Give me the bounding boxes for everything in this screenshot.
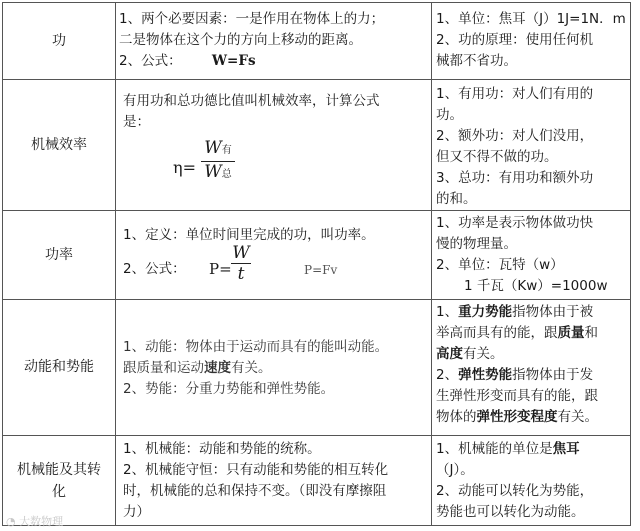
potential-def-line: 2、势能：分重力势能和弹性势能。 xyxy=(123,381,335,397)
mechanical-note: 2、动能可以转化为势能， xyxy=(436,483,594,499)
efficiency-note: 功。 xyxy=(436,107,463,123)
kinetic-potential-notes xyxy=(436,302,628,428)
mechanical-note: （J）。 xyxy=(436,462,474,478)
power-formula-label: 2、公式： xyxy=(123,261,186,277)
elastic-note: 物体的弹性形变程度有关。 xyxy=(436,409,598,425)
power-note: 1 千瓦（Kw）=1000w xyxy=(464,278,608,294)
row-title-mechanical-energy: 机械能及其转化 xyxy=(17,462,101,500)
column-divider xyxy=(431,3,432,525)
work-note-unit: 1、单位：焦耳（J）1J=1N．m xyxy=(436,11,626,27)
efficiency-def-line1: 有用功和总功德比值叫机械效率，计算公式 xyxy=(123,93,380,109)
kinetic-potential-description xyxy=(123,337,429,400)
power-definition: 1、定义：单位时间里完成的功，叫功率。 xyxy=(123,227,375,243)
work-formula-line xyxy=(119,51,429,72)
efficiency-note: 3、总功：有用功和额外功 xyxy=(436,170,594,186)
gravitational-note: 高度有关。 xyxy=(436,346,504,362)
mechanical-def-line: 1、机械能：动能和势能的统称。 xyxy=(123,441,321,457)
efficiency-fraction xyxy=(201,138,235,185)
power-notes xyxy=(436,213,628,297)
work-note-principle-cont: 械都不省功。 xyxy=(436,53,517,69)
power-formula-p: P= xyxy=(209,260,232,278)
row-title-kinetic-potential: 动能和势能 xyxy=(24,359,94,375)
power-note: 1、功率是表示物体做功快 xyxy=(436,215,594,231)
mechanical-energy-description xyxy=(123,439,429,523)
row-title-work: 功 xyxy=(52,33,66,49)
mechanical-def-line: 时，机械能的总和保持不变。（即没有摩擦阻 xyxy=(123,483,387,499)
work-notes xyxy=(436,9,628,72)
power-note: 2、单位：瓦特（w） xyxy=(436,257,564,273)
row-title-power: 功率 xyxy=(45,246,73,263)
column-divider xyxy=(115,3,116,525)
mechanical-def-line: 力） xyxy=(123,504,150,520)
mechanical-note: 1、机械能的单位是焦耳 xyxy=(436,441,580,457)
work-factors-line1: 1、两个必要因素：一是作用在物体上的力； xyxy=(119,11,385,27)
gravitational-note: 举高而具有的能，跟质量和 xyxy=(436,325,598,341)
watermark: ◔ 大数物理 xyxy=(6,515,64,528)
power-note: 慢的物理量。 xyxy=(436,236,517,252)
mechanical-def-line: 2、机械能守恒：只有动能和势能的相互转化 xyxy=(123,462,389,478)
efficiency-note: 1、有用功：对人们有用的 xyxy=(436,86,594,102)
knowledge-table xyxy=(2,2,631,526)
work-description xyxy=(119,9,429,72)
fraction-denominator: t xyxy=(237,264,245,284)
power-fraction xyxy=(231,243,251,284)
work-formula-label: 2、公式： xyxy=(119,53,182,69)
work-formula: W=Fs xyxy=(211,53,256,69)
gravitational-note: 1、重力势能指物体由于被 xyxy=(436,304,594,320)
fraction-numerator: W有 xyxy=(204,138,232,158)
efficiency-def-line2: 是： xyxy=(123,114,150,130)
efficiency-note: 但又不得不做的功。 xyxy=(436,149,558,165)
efficiency-eta: η= xyxy=(173,158,196,177)
power-alt-formula: P=Fv xyxy=(304,263,338,277)
kinetic-def-line1: 1、动能：物体由于运动而具有的能叫动能。 xyxy=(123,339,389,355)
efficiency-note: 的和。 xyxy=(436,191,477,207)
fraction-denominator: W总 xyxy=(204,162,232,182)
work-note-principle: 2、功的原理：使用任何机 xyxy=(436,32,594,48)
mechanical-note: 势能也可以转化为动能。 xyxy=(436,504,585,520)
row-title-efficiency: 机械效率 xyxy=(31,136,87,153)
weibo-icon: ◔ xyxy=(6,515,16,528)
fraction-numerator: W xyxy=(232,243,250,263)
efficiency-notes xyxy=(436,84,628,210)
elastic-note: 生弹性形变而具有的能，跟 xyxy=(436,388,598,404)
kinetic-def-line2: 跟质量和运动速度有关。 xyxy=(123,360,272,376)
elastic-note: 2、弹性势能指物体由于发 xyxy=(436,367,594,383)
mechanical-energy-notes xyxy=(436,439,628,523)
efficiency-note: 2、额外功：对人们没用， xyxy=(436,128,594,144)
work-factors-line2: 二是物体在这个力的方向上移动的距离。 xyxy=(119,32,362,48)
efficiency-description xyxy=(123,91,429,133)
